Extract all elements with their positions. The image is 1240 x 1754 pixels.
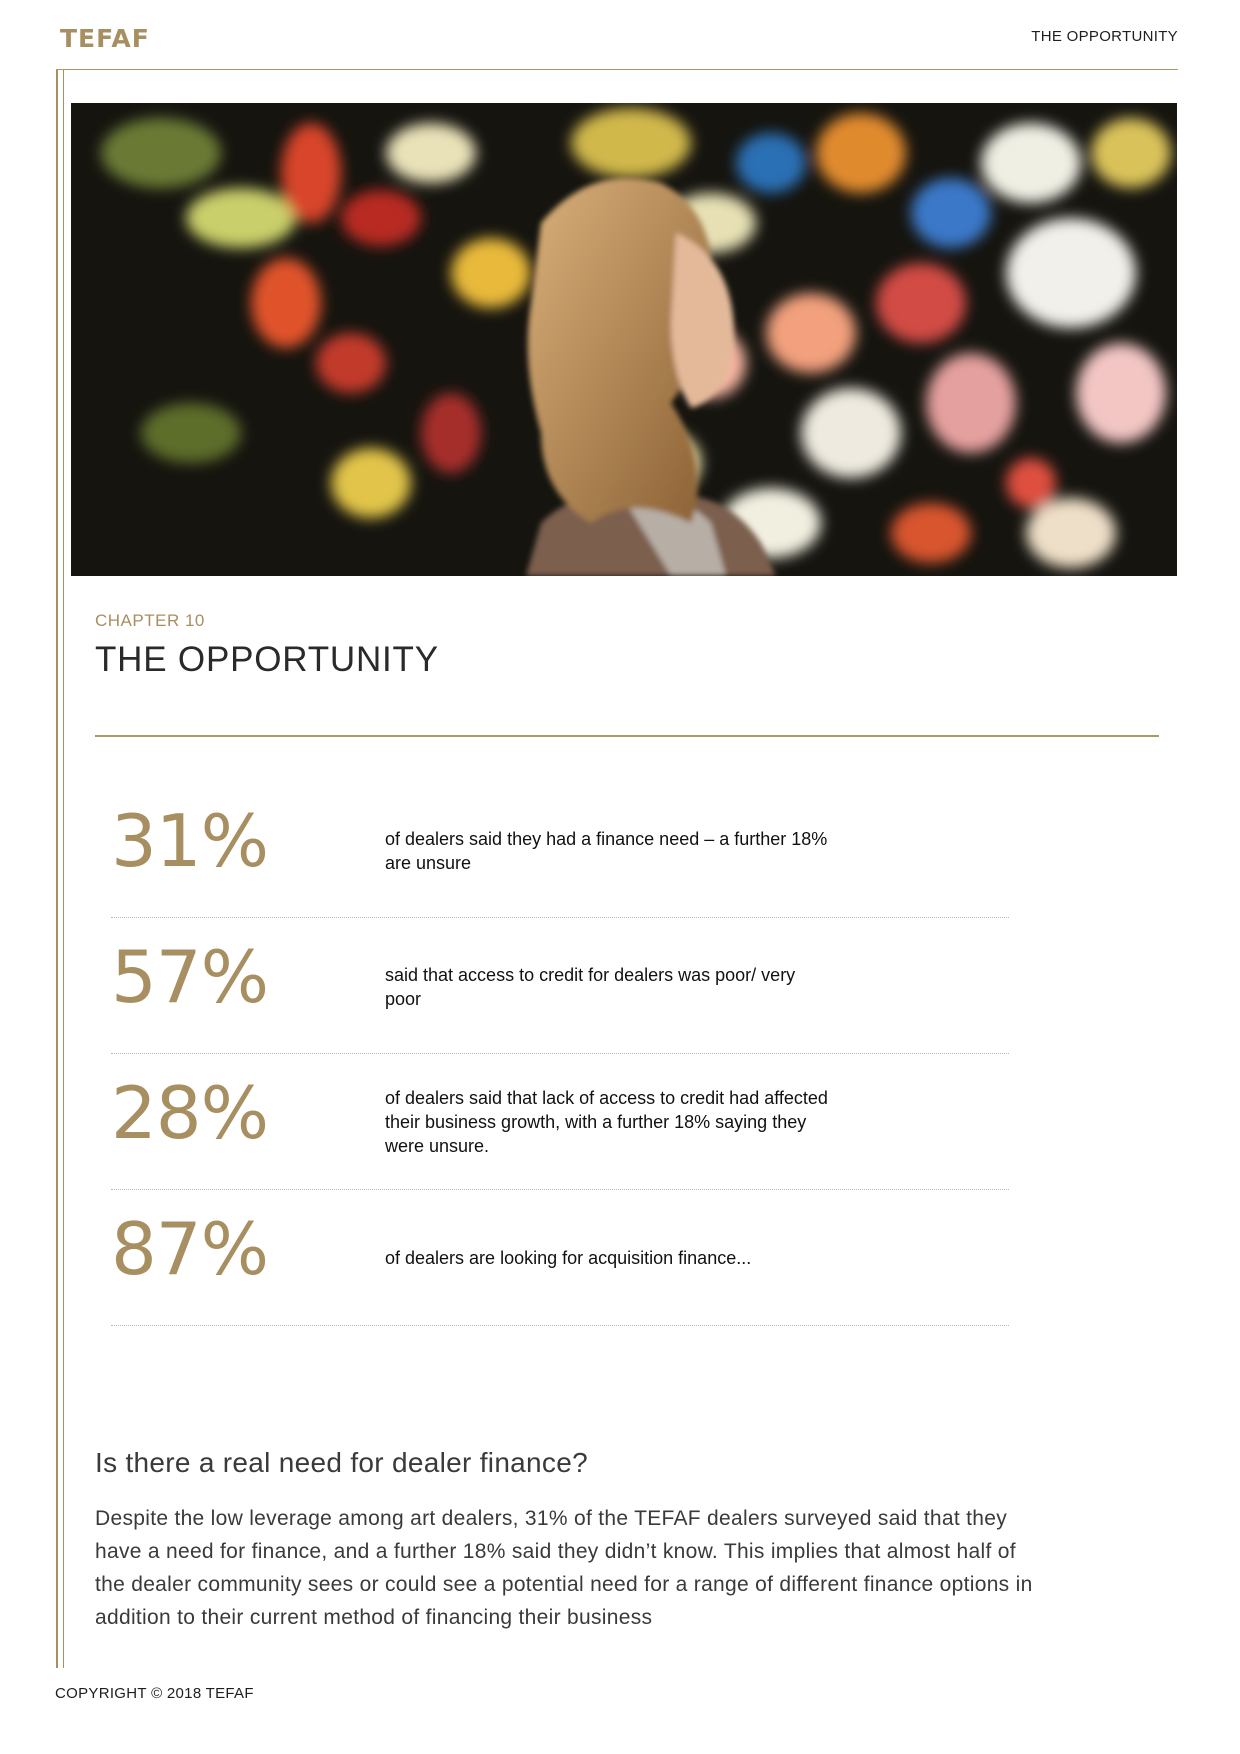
stat-row	[111, 781, 1009, 918]
section-heading: Is there a real need for dealer finance?	[95, 1447, 588, 1478]
title-divider	[95, 735, 1159, 737]
running-header: THE OPPORTUNITY	[1031, 28, 1178, 45]
stat-value: 31%	[111, 799, 269, 883]
body-paragraph: Despite the low leverage among art dealers, 31% of the TEFAF dealers surveyed said that they have a need for finance, and a further 18% said they didn’t know. This implies that almost half of the dealer community sees or could see a potential need for a range of different finance options in addition to their current method of financing their business	[95, 1507, 1033, 1629]
copyright-footer: COPYRIGHT © 2018 TEFAF	[55, 1685, 254, 1702]
stat-description: of dealers are looking for acquisition finance...	[385, 1248, 752, 1268]
left-margin-rule	[56, 70, 58, 1668]
stat-description: of dealers said they had a finance need – a further 18% are unsure	[385, 829, 828, 873]
stat-row	[111, 1189, 1009, 1326]
stat-value: 28%	[111, 1071, 269, 1155]
stat-row	[111, 917, 1009, 1054]
hero-photo-illustration	[71, 103, 1177, 576]
stat-value: 57%	[111, 935, 269, 1019]
chapter-title: THE OPPORTUNITY	[95, 640, 439, 679]
stat-value: 87%	[111, 1207, 269, 1291]
stat-row	[111, 1053, 1009, 1190]
stat-description: of dealers said that lack of access to credit had affected their business growth, with a further 18% saying they were unsure.	[385, 1088, 828, 1156]
left-margin-rule-inner	[63, 70, 64, 1668]
tefaf-logo: TEFAF	[60, 24, 150, 53]
chapter-label: CHAPTER 10	[95, 611, 205, 630]
stat-description: said that access to credit for dealers was poor/ very poor	[385, 965, 796, 1009]
hero-image	[71, 103, 1177, 576]
header-divider	[56, 69, 1178, 70]
